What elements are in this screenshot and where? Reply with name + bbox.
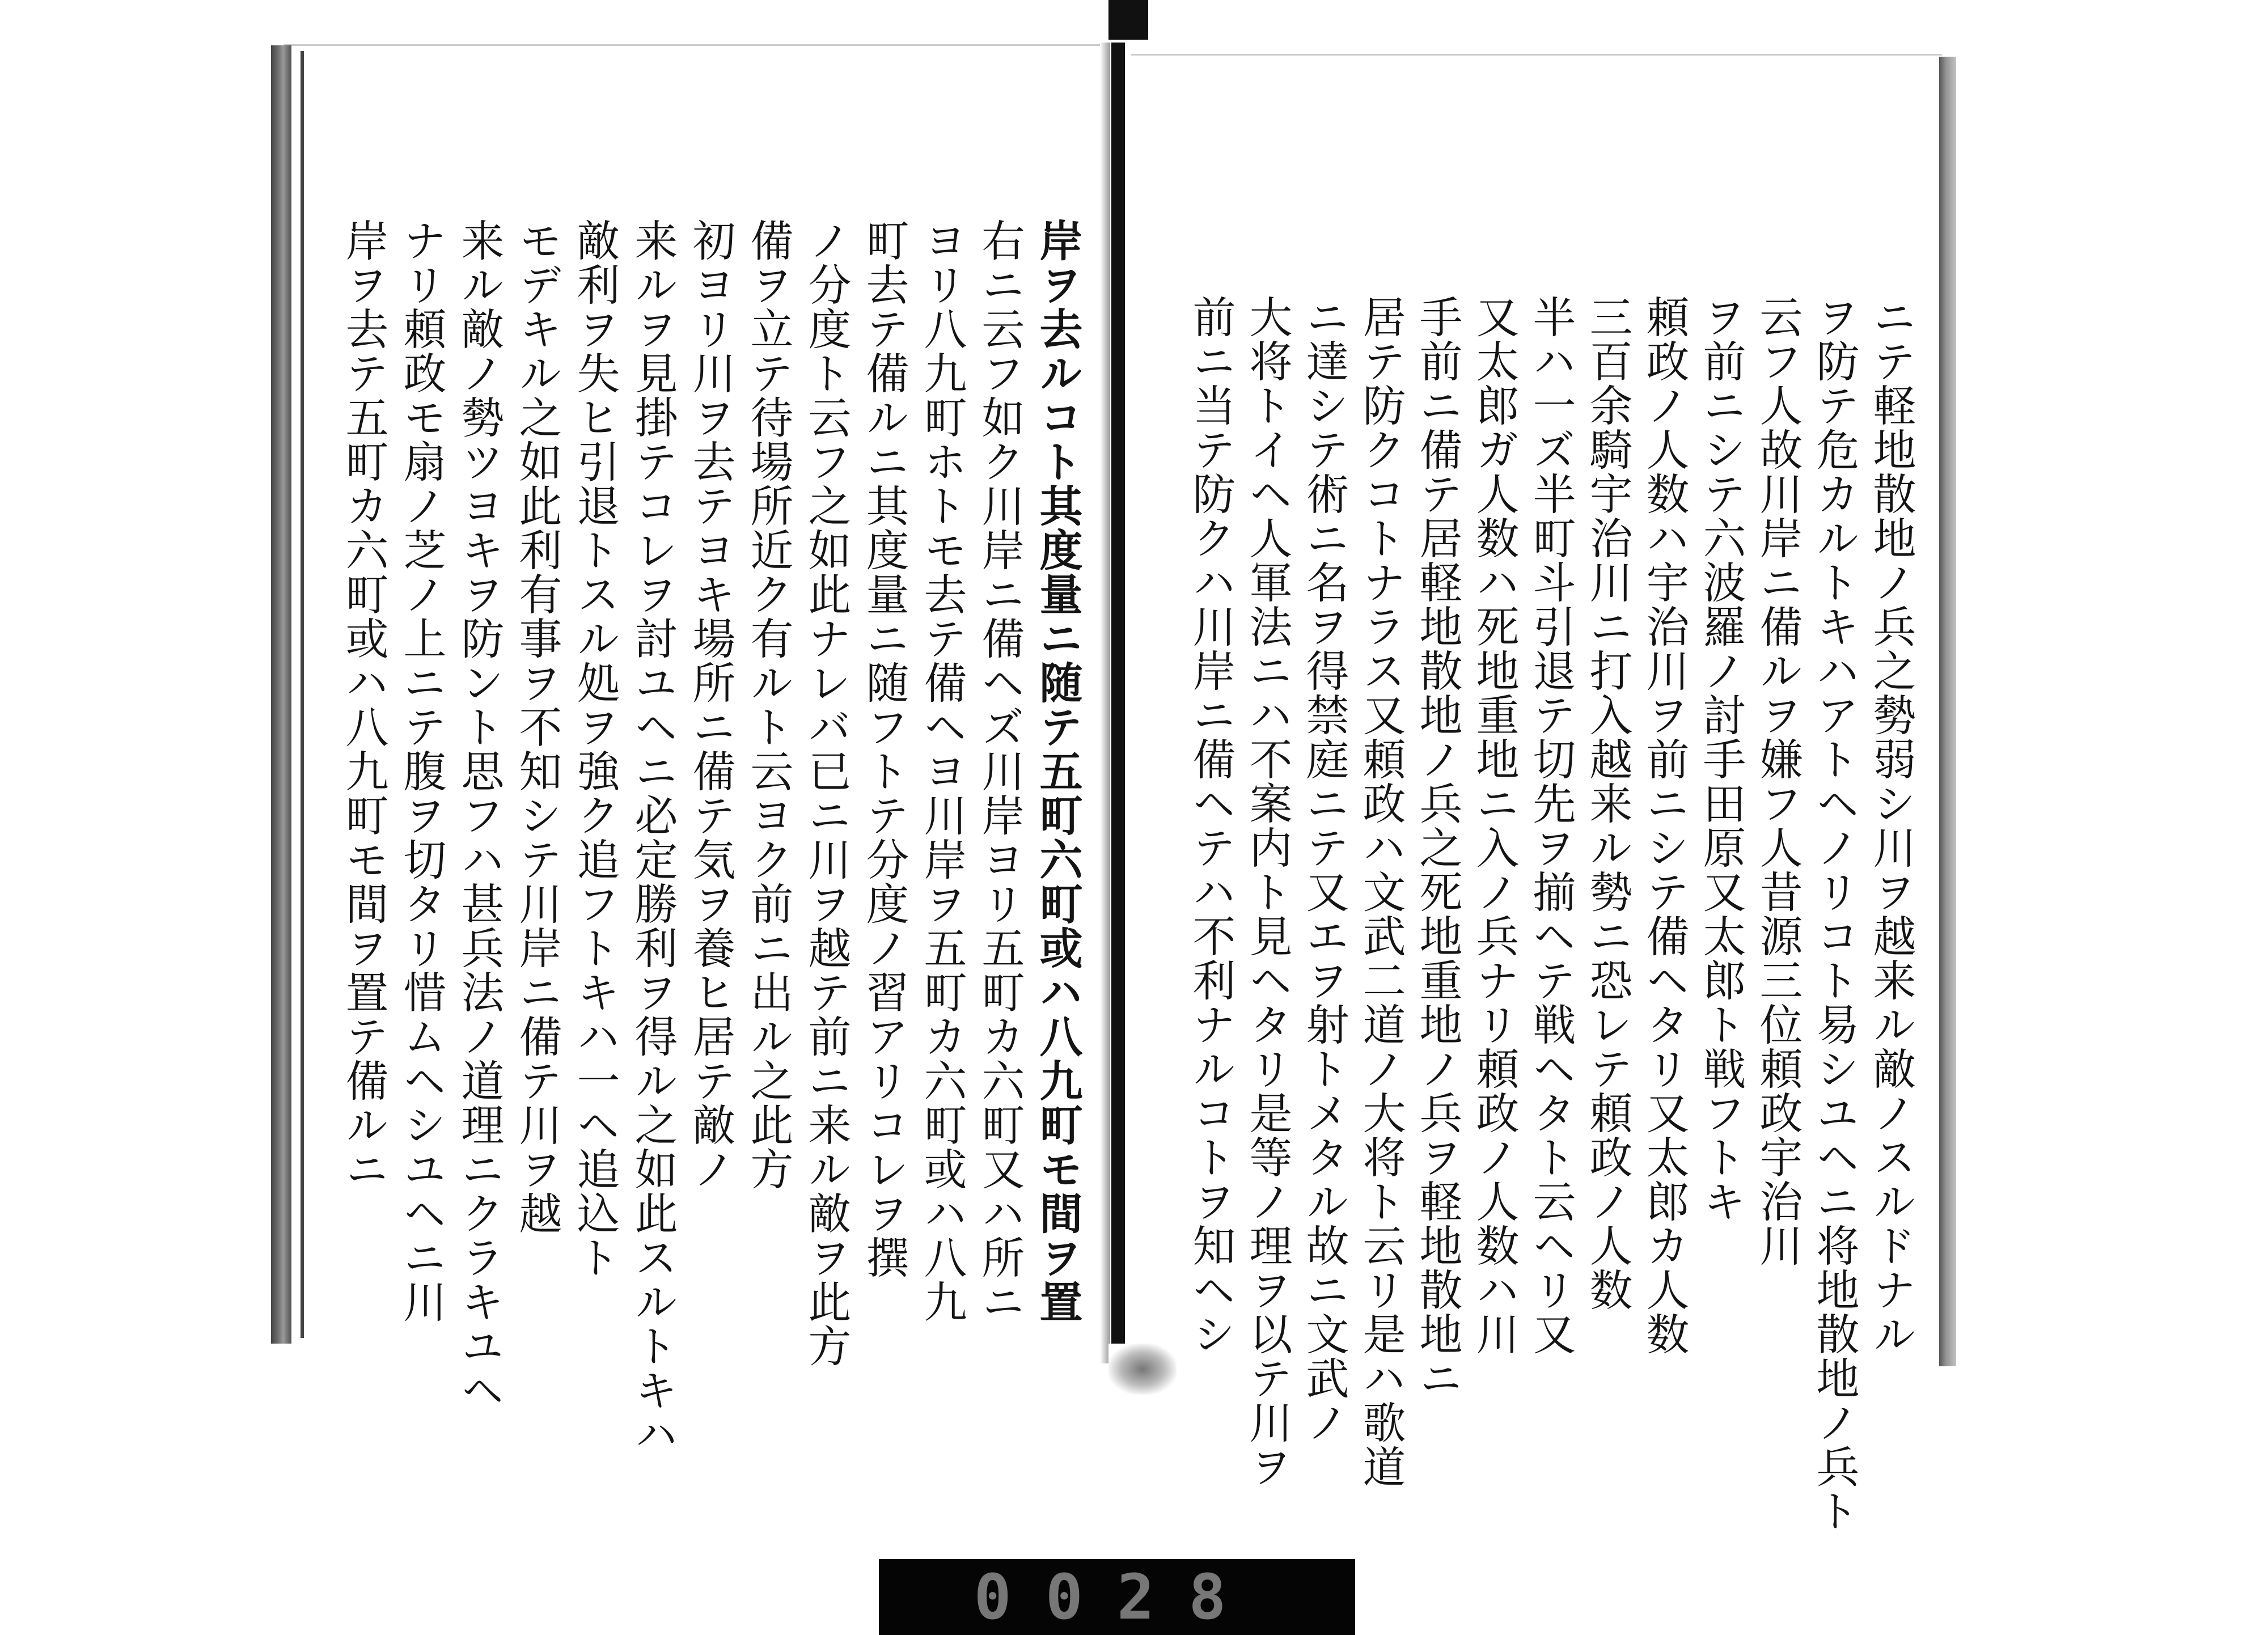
- text-column: 頼政ノ人数ハ宇治川ヲ前ニシテ備ヘタリ又太郎カ人数: [1639, 295, 1690, 1356]
- text-column: 岸ヲ去ルコト其度量ニ随テ五町六町或ハ八九町モ間ヲ置: [1033, 218, 1083, 1324]
- folio-number: 0028: [974, 1561, 1260, 1633]
- text-column: 来ルヲ見掛テコレヲ討ユヘニ必定勝利ヲ得ル之如此スルトキハ: [628, 218, 678, 1456]
- text-column: 居テ防クコトナラス又頼政ハ文武二道ノ大将ト云リ是ハ歌道: [1356, 295, 1406, 1489]
- text-column: ニテ軽地散地ノ兵之勢弱シ川ヲ越来ル敵ノスルドナル: [1866, 295, 1916, 1356]
- text-column: モデキル之如此利有事ヲ不知シテ川岸ニ備テ川ヲ越: [512, 218, 562, 1235]
- left-page-edge-line: [301, 51, 304, 1338]
- text-column: 備ヲ立テ待場所近ク有ルト云ヨク前ニ出ル之此方: [743, 218, 794, 1191]
- left-page: [338, 218, 1083, 1456]
- right-page: [1157, 295, 1916, 1533]
- text-column: 町去テ備ルニ其度量ニ随フトテ分度ノ習アリコレヲ撰: [859, 218, 909, 1280]
- text-column: 右ニ云フ如ク川岸ニ備ヘズ川岸ヨリ五町カ六町又ハ所ニ: [975, 218, 1025, 1324]
- text-column: 来ル敵ノ勢ツヨキヲ防ント思フハ甚兵法ノ道理ニクラキユヘ: [454, 218, 505, 1412]
- text-column: 岸ヲ去テ五町カ六町或ハ八九町モ間ヲ置テ備ルニ: [338, 218, 389, 1191]
- binding-gutter: [1111, 43, 1125, 1363]
- text-column: 前ニ当テ防クハ川岸ニ備ヘテハ不利ナルコトヲ知ヘシ: [1186, 295, 1236, 1356]
- text-column: 又太郎ガ人数ハ死地重地ニ入ノ兵ナリ頼政ノ人数ハ川: [1469, 295, 1520, 1356]
- top-border-left: [284, 44, 1106, 46]
- folio-stamp: [879, 1559, 1355, 1635]
- text-column: 云フ人故川岸ニ備ルヲ嫌フ人昔源三位頼政宇治川: [1753, 295, 1803, 1268]
- text-column: ヲ防テ危カルトキハアトヘノリコト易シユヘニ将地散地ノ兵ト: [1809, 295, 1860, 1533]
- text-column: ニ達シテ術ニ名ヲ得禁庭ニテ又エヲ射トメタル故ニ文武ノ: [1299, 295, 1349, 1445]
- text-column: 半ハ一ズ半町斗引退テ切先ヲ揃ヘテ戦ヘタト云ヘリ又: [1526, 295, 1576, 1356]
- text-column: 手前ニ備テ居軽地散地ノ兵之死地重地ノ兵ヲ軽地散地ニ: [1412, 295, 1463, 1400]
- text-column: 三百余騎宇治川ニ打入越来ル勢ニ恐レテ頼政ノ人数: [1582, 295, 1633, 1312]
- text-column: ヨリ八九町ホトモ去テ備ヘヨ川岸ヲ五町カ六町或ハ八九: [917, 218, 967, 1324]
- top-border-right: [1131, 54, 1942, 56]
- text-column: 大将トイヘ人軍法ニハ不案内ト見ヘタリ是等ノ理ヲ以テ川ヲ: [1242, 295, 1293, 1489]
- binding-top-mark: [1108, 0, 1148, 40]
- right-page-edge: [1939, 57, 1956, 1366]
- text-column: 敵利ヲ失ヒ引退トスル処ヲ強ク追フトキハ一ヘ追込ト: [570, 218, 620, 1280]
- text-column: ヲ前ニシテ六波羅ノ討手田原又太郎ト戦フトキ: [1696, 295, 1746, 1223]
- text-column: ノ分度ト云フ之如此ナレバ已ニ川ヲ越テ前ニ来ル敵ヲ此方: [801, 218, 852, 1368]
- gutter-shadow: [1100, 43, 1110, 1363]
- left-page-edge: [271, 45, 291, 1344]
- text-column: ナリ頼政モ扇ノ芝ノ上ニテ腹ヲ切タリ惜ムヘシユヘニ川: [396, 218, 447, 1324]
- text-column: 初ヨリ川ヲ去テヨキ場所ニ備テ気ヲ養ヒ居テ敵ノ: [686, 218, 736, 1191]
